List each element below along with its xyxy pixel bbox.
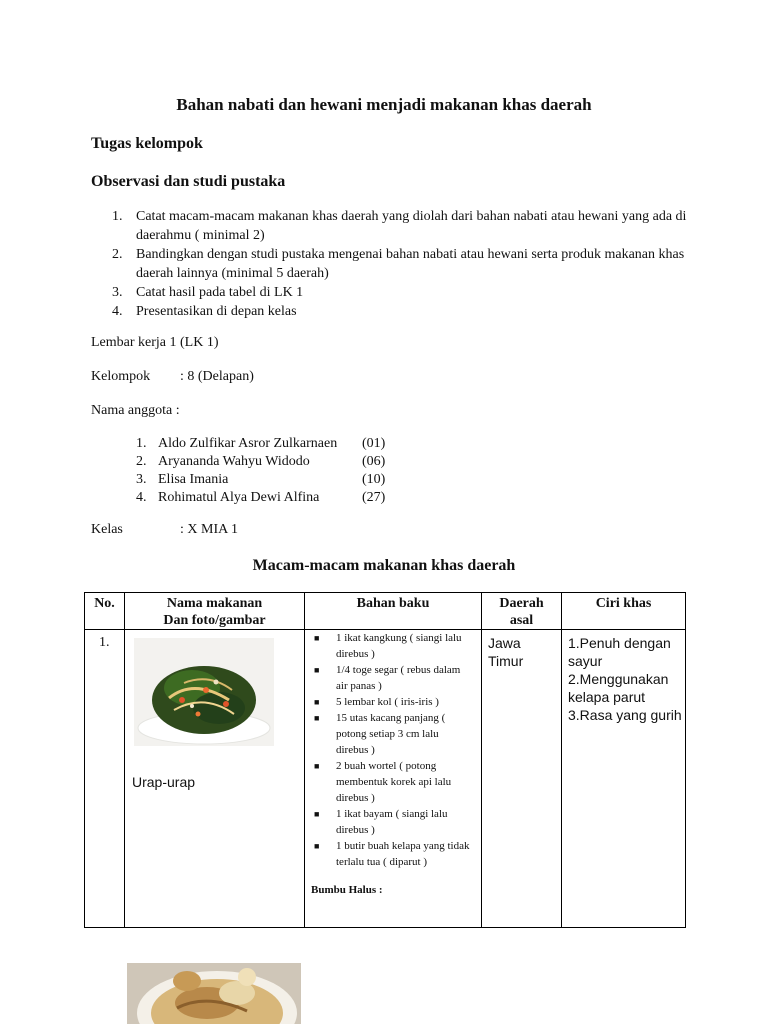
group-label: Kelompok (91, 369, 151, 384)
task-item: 4. Presentasikan di depan kelas (112, 304, 297, 319)
section-heading-observation: Observasi dan studi pustaka (91, 173, 286, 190)
food-photo-second (127, 963, 301, 1024)
header-no: No. (85, 593, 125, 630)
list-item: ■ 1 butir buah kelapa yang tidak terlalu tua ( diparut ) (314, 840, 470, 868)
group-row (91, 369, 254, 385)
food-photo-urap (134, 638, 274, 746)
row-number: 1. (99, 635, 110, 650)
group-value: : 8 (Delapan) (180, 369, 254, 384)
characteristic-item: 3.Rasa yang gurih (568, 707, 682, 723)
members-label: Nama anggota : (91, 403, 180, 418)
table-row (85, 630, 686, 928)
list-item: ■ 2 buah wortel ( potong membentuk korek api lalu direbus ) (314, 760, 452, 804)
table-title: Macam-macam makanan khas daerah (252, 557, 516, 574)
characteristic-item: 2.Menggunakan kelapa parut (568, 671, 669, 705)
class-label: Kelas (91, 522, 123, 537)
document-title: Bahan nabati dan hewani menjadi makanan khas daerah (176, 95, 592, 114)
worksheet-label: Lembar kerja 1 (LK 1) (91, 335, 219, 350)
characteristics (562, 630, 685, 724)
ingredient-list (305, 630, 471, 870)
list-item: ■ 1/4 toge segar ( rebus dalam air panas ) (314, 664, 461, 692)
task-item: 3. Catat hasil pada tabel di LK 1 (112, 285, 304, 300)
class-value: : X MIA 1 (180, 522, 238, 537)
region: Jawa Timur (488, 635, 524, 669)
table-header-row (85, 593, 686, 630)
food-name: Urap-urap (132, 774, 196, 790)
food-table (84, 592, 686, 928)
header-characteristics: Ciri khas (562, 593, 686, 630)
header-name: Nama makanan Dan foto/gambar (125, 593, 305, 630)
list-item: ■ 5 lembar kol ( iris-iris ) (314, 696, 439, 708)
task-item: 2. Bandingkan dengan studi pustaka mengenai bahan nabati atau hewani serta produk makanan khas daerah lainnya (minimal 5 daerah) (112, 247, 685, 281)
section-heading-task: Tugas kelompok (91, 135, 203, 152)
characteristic-item: 1.Penuh dengan sayur (568, 635, 671, 669)
class-row (91, 522, 238, 538)
header-ingredients: Bahan baku (305, 593, 482, 630)
header-region: Daerah asal (482, 593, 562, 630)
list-item: ■ 1 ikat bayam ( siangi lalu direbus ) (314, 808, 448, 836)
bumbu-label: Bumbu Halus : (311, 884, 383, 896)
list-item: ■ 15 utas kacang panjang ( potong setiap 3 cm lalu direbus ) (314, 712, 446, 756)
task-list (112, 207, 692, 321)
task-item: 1. Catat macam-macam makanan khas daerah yang diolah dari bahan nabati atau hewani yang ada di daerahmu ( minimal 2) (112, 209, 687, 243)
list-item: ■ 1 ikat kangkung ( siangi lalu direbus ) (314, 632, 462, 660)
